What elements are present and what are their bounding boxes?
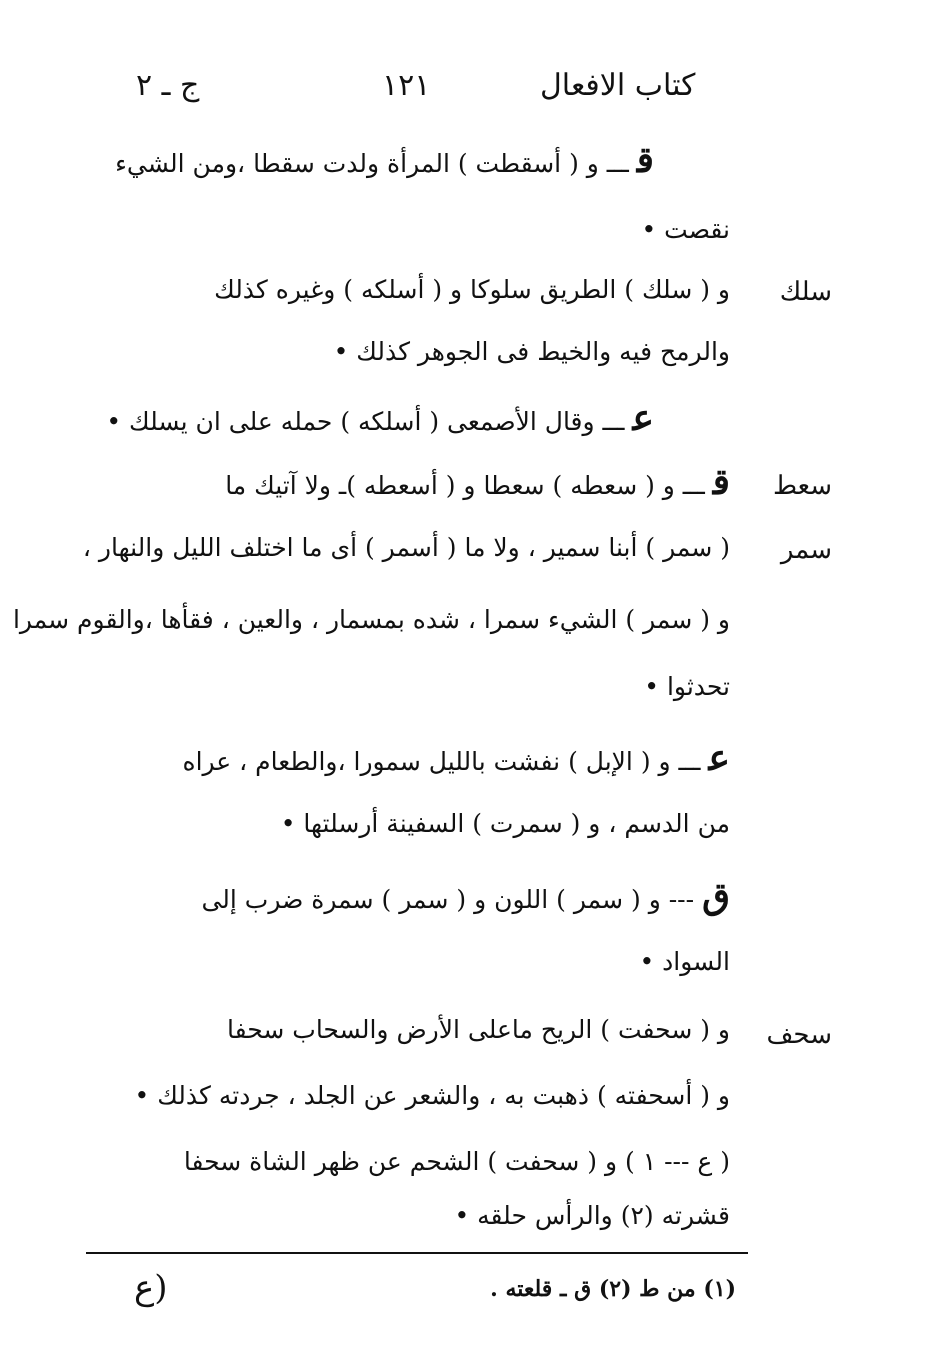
- source-marker: ق: [712, 461, 730, 503]
- text-line: [104, 1196, 730, 1236]
- line-text: ـــ وقال الأصمعى ( أسلكه ) حمله على ان يسلك •: [106, 407, 625, 436]
- margin-headword-samar: سمر: [780, 535, 832, 565]
- text-line: [82, 528, 730, 568]
- footnote-rule: [86, 1252, 748, 1254]
- text-line: [104, 1142, 730, 1182]
- text-line: [104, 270, 730, 310]
- text-line: [12, 600, 730, 640]
- catchword: (ع: [134, 1268, 168, 1308]
- text-line: [104, 876, 730, 920]
- source-marker: ق: [702, 875, 730, 917]
- line-text: و ( سمر ) الشيء سمرا ، شده بمسمار ، والعين ، فقأها ،والقوم سمرا: [12, 605, 730, 634]
- line-text: ـــ و ( الإبل ) نفشت بالليل سمورا ،والطعام ، عراه: [182, 747, 701, 776]
- line-text: السواد •: [639, 947, 730, 976]
- text-line: [104, 332, 730, 372]
- footnote: (١) من ط (٢) ق ـ قلعته .: [490, 1276, 736, 1302]
- line-text: و ( سحفت ) الريح ماعلى الأرض والسحاب سحفا: [226, 1015, 730, 1044]
- text-line: [104, 462, 730, 506]
- text-line: [104, 942, 730, 982]
- text-line: [106, 397, 654, 442]
- line-text: ـــ و ( سعطه ) سعطا و ( أسعطه )ـ ولا آتيك ما: [225, 471, 705, 500]
- margin-headword-saat: سعط: [772, 471, 832, 501]
- line-text: ( ع --- ١ ) و ( سحفت ) الشحم عن ظهر الشاة سحفا: [183, 1147, 730, 1176]
- text-line: [104, 804, 730, 844]
- line-text: و ( سلك ) الطريق سلوكا و ( أسلكه ) وغيره كذلك: [214, 275, 730, 304]
- source-marker: ق: [636, 139, 654, 181]
- margin-headword-salak: سلك: [779, 277, 832, 307]
- page-number: ١٢١: [382, 68, 431, 103]
- text-line: [104, 738, 730, 782]
- line-text: تحدثوا •: [644, 672, 730, 701]
- line-text: والرمح فيه والخيط فى الجوهر كذلك •: [333, 337, 730, 366]
- text-line: [104, 1010, 730, 1050]
- running-title: كتاب الافعال: [540, 68, 696, 103]
- line-text: و ( أسحفته ) ذهبت به ، والشعر عن الجلد ، جردته كذلك •: [134, 1081, 730, 1110]
- line-text: ـــ و ( أسقطت ) المرأة ولدت سقطا ،ومن الشيء: [115, 149, 629, 178]
- line-text: نقصت •: [641, 215, 730, 244]
- volume-label: ج ـ ٢: [136, 68, 200, 103]
- source-marker: ع: [708, 737, 730, 779]
- text-line: [104, 210, 730, 250]
- text-line: [104, 140, 654, 184]
- line-text: ( سمر ) أبنا سمير ، ولا ما ( أسمر ) أى ما اختلف الليل والنهار ،: [82, 533, 730, 562]
- margin-headword-sahaf: سحف: [766, 1020, 832, 1050]
- line-text: قشرته (٢) والرأس حلقه •: [454, 1201, 730, 1230]
- line-text: من الدسم ، و ( سمرت ) السفينة أرسلتها •: [280, 809, 730, 838]
- line-text: --- و ( سمر ) اللون و ( سمر ) سمرة ضرب إلى: [201, 885, 695, 914]
- source-marker: ع: [632, 397, 654, 439]
- text-line: [104, 1076, 730, 1116]
- text-line: [104, 667, 730, 707]
